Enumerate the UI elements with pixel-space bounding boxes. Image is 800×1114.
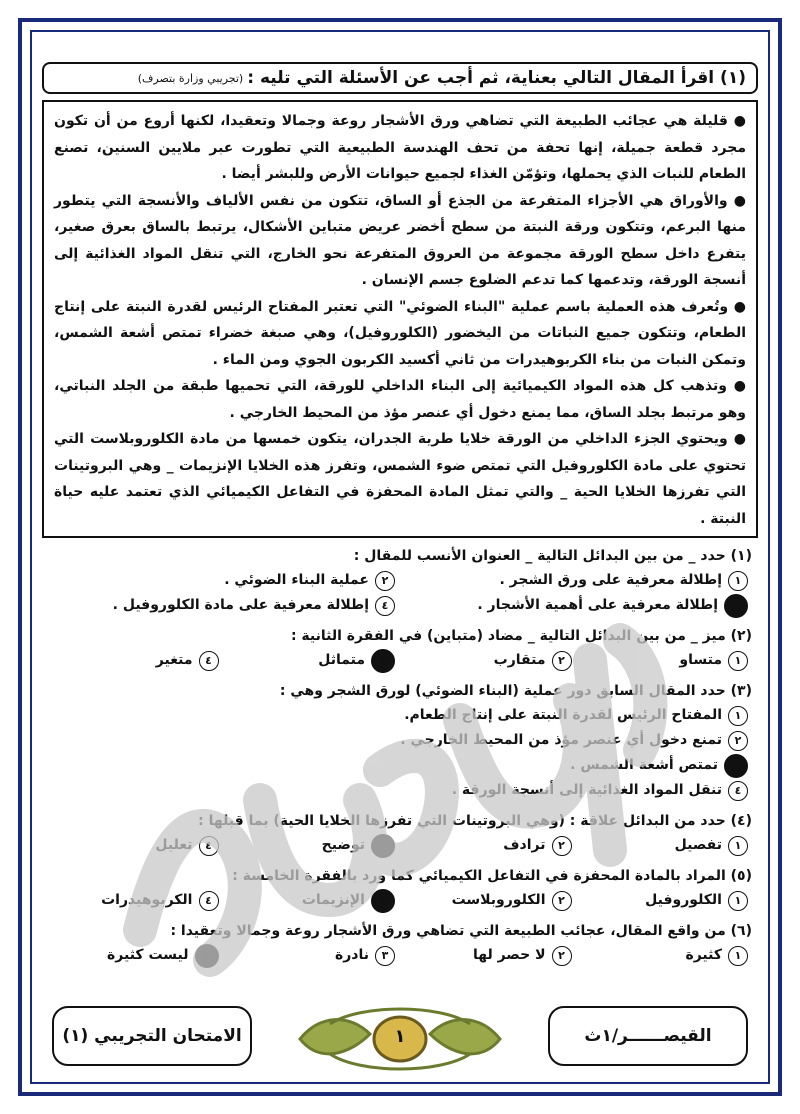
answer-option[interactable]: [42, 778, 748, 803]
question-block: [42, 864, 758, 913]
selected-answer-marker[interactable]: ٣: [724, 754, 748, 778]
footer-exam-label: الامتحان التجريبي (١): [52, 1006, 252, 1066]
options-group: [42, 833, 758, 858]
option-label: متغير: [155, 652, 193, 668]
article-paragraph: ● ويحتوي الجزء الداخلي من الورقة خلايا طرية الجدران، يتكون خمسها من مادة الكلوروبلاست التي تحتوي على مادة الكلوروفيل التي تمتص ضوء الشمس، وتفرز هذه الخلايا الإنزيمات _ وهي البروتينات التي تفرزها الخلايا الحية _ والتي تمثل المادة المحفزة في التفاعل الكيميائي الذي تعتمد عليه حياة النبتة .: [54, 431, 746, 527]
options-group: [42, 703, 758, 803]
answer-option[interactable]: [42, 753, 748, 778]
answer-option[interactable]: [395, 833, 572, 858]
answer-option[interactable]: [42, 833, 219, 858]
option-label: الكربوهيدرات: [101, 892, 193, 908]
question-text: (٣) حدد المقال السابق دور عملية (البناء الضوئي) لورق الشجر وهي :: [279, 683, 752, 699]
answer-option[interactable]: [395, 593, 748, 618]
answer-option[interactable]: [42, 568, 395, 593]
options-group: [42, 648, 758, 673]
option-number[interactable]: ٢: [552, 891, 572, 911]
answer-option[interactable]: [42, 888, 219, 913]
article-box: [42, 100, 758, 538]
option-label: متساو: [679, 652, 722, 668]
option-label: لا حصر لها: [472, 947, 546, 963]
option-label: إطلالة معرفية على مادة الكلوروفيل .: [112, 597, 369, 613]
option-number[interactable]: ٢: [728, 731, 748, 751]
question-block: [42, 544, 758, 618]
option-number[interactable]: ٣: [375, 946, 395, 966]
answer-option[interactable]: [395, 648, 572, 673]
option-label: الإنزيمات: [301, 892, 365, 908]
option-label: تفصيل: [674, 837, 722, 853]
options-group: [42, 888, 758, 913]
answer-option[interactable]: [395, 943, 572, 968]
question-text: (٦) من واقع المقال، عجائب الطبيعة التي تضاهي ورق الأشجار روعة وجمالا وتعقيدا :: [170, 923, 752, 939]
option-label: ترادف: [503, 837, 546, 853]
answer-option[interactable]: [572, 648, 749, 673]
answer-option[interactable]: [42, 593, 395, 618]
option-label: الكلوروبلاست: [451, 892, 546, 908]
answer-option[interactable]: [42, 648, 219, 673]
option-number[interactable]: ٢: [552, 651, 572, 671]
answer-option[interactable]: [219, 833, 396, 858]
page-footer: [52, 1004, 748, 1076]
selected-answer-marker[interactable]: ٣: [724, 594, 748, 618]
option-label: توضيح: [321, 837, 365, 853]
option-label: تمنع دخول أي عنصر مؤذ من المحيط الخارجي .: [400, 732, 722, 748]
answer-option[interactable]: [219, 648, 396, 673]
option-number[interactable]: ١: [728, 706, 748, 726]
option-number[interactable]: ٤: [199, 891, 219, 911]
question-text: (١) حدد _ من بين البدائل التالية _ العنوان الأنسب للمقال :: [353, 548, 752, 564]
option-label: عملية البناء الضوئي .: [224, 572, 369, 588]
option-label: كثيرة: [685, 947, 722, 963]
footer-author-label: القيصــــــر/١ث: [548, 1006, 748, 1066]
answer-option[interactable]: [42, 703, 748, 728]
page-number: ١: [394, 1026, 406, 1047]
option-label: الكلوروفيل: [645, 892, 722, 908]
answer-option[interactable]: [572, 943, 749, 968]
answer-option[interactable]: [395, 888, 572, 913]
article-paragraph: ● وتذهب كل هذه المواد الكيميائية إلى البناء الداخلي للورقة، التي تحميها طبقة من الجلد النباتي، وهو مرتبط بجلد الساق، مما يمنع دخول أي عنصر مؤذ من المحيط الخارجي .: [54, 378, 746, 421]
option-number[interactable]: ١: [728, 946, 748, 966]
question-block: [42, 809, 758, 858]
answer-option[interactable]: [42, 728, 748, 753]
option-number[interactable]: ١: [728, 651, 748, 671]
answer-option[interactable]: [572, 833, 749, 858]
answer-option[interactable]: [219, 888, 396, 913]
selected-answer-marker[interactable]: ٣: [371, 889, 395, 913]
article-paragraph: ● قليلة هي عجائب الطبيعة التي تضاهي ورق الأشجار روعة وجمالا وتعقيدا، لكنها أروع من أن تكون مجرد قطعة جميلة، إنها تحفة من تحف الهندسة الطبيعية التي تطورت عبر ملايين السنين، تصنع الطعام للنبات الذي يحملها، وتؤمّن الغذاء لجميع حيوانات الأرض وللبشر أيضا .: [54, 113, 746, 182]
question-text: (٢) ميز _ من بين البدائل التالية _ مضاد (متباين) في الفقرة الثانية :: [290, 628, 752, 644]
answer-option[interactable]: [395, 568, 748, 593]
question-text: (٥) المراد بالمادة المحفزة في التفاعل الكيميائي كما ورد بالفقرة الخامسة :: [232, 868, 752, 884]
option-label: إطلالة معرفية على ورق الشجر .: [499, 572, 722, 588]
option-number[interactable]: ٢: [552, 836, 572, 856]
answer-option[interactable]: [572, 888, 749, 913]
option-label: ليست كثيرة: [107, 947, 189, 963]
selected-answer-marker[interactable]: ٣: [371, 649, 395, 673]
option-number[interactable]: ١: [728, 836, 748, 856]
question-text: (٤) حدد من البدائل علاقة : (وهي البروتينات التي تفرزها الخلايا الحية) بما قبلها :: [198, 813, 752, 829]
option-label: تمتص أشعة الشمس .: [570, 757, 718, 773]
option-number[interactable]: ٤: [199, 651, 219, 671]
option-number[interactable]: ٤: [375, 596, 395, 616]
option-label: نادرة: [334, 947, 369, 963]
option-number[interactable]: ٢: [552, 946, 572, 966]
options-group: [42, 568, 758, 618]
option-number[interactable]: ٤: [728, 781, 748, 801]
question-block: [42, 919, 758, 968]
selected-answer-marker[interactable]: ٤: [195, 944, 219, 968]
option-number[interactable]: ١: [728, 571, 748, 591]
answer-option[interactable]: [219, 943, 396, 968]
selected-answer-marker[interactable]: ٣: [371, 834, 395, 858]
option-number[interactable]: ٤: [199, 836, 219, 856]
option-number[interactable]: ٢: [375, 571, 395, 591]
questions-list: [42, 544, 758, 968]
exam-content: [42, 62, 758, 968]
option-label: المفتاح الرئيس لقدرة النبتة على إنتاج الطعام.: [404, 707, 722, 723]
option-label: تعليل: [155, 837, 193, 853]
question-block: [42, 624, 758, 673]
section-title-box: [42, 62, 758, 94]
option-label: إطلالة معرفية على أهمية الأشجار .: [477, 597, 718, 613]
options-group: [42, 943, 758, 968]
article-paragraph: ● وتُعرف هذه العملية باسم عملية "البناء الضوئي" التي تعتبر المفتاح الرئيس لقدرة النبتة على إنتاج الطعام، وتتكون جميع النباتات من اليخضور (الكلوروفيل)، وهي صبغة خضراء تمتص أشعة الشمس، وتمكن النبات من بناء الكربوهيدرات من ثاني أكسيد الكربون الجوي ومن الماء .: [54, 298, 746, 368]
article-paragraph: ● والأوراق هي الأجزاء المتفرعة من الجذع أو الساق، تتكون من نفس الألياف والأنسجة التي يتطور منها البرعم، وتتكون ورقة النبتة من سطح أخضر عريض متباين الأشكال، يرتبط بالساق بعرق صغير، يتفرع داخل سطح الورقة مجموعة من العروق المتفرعة نحو الخارج، التي تنقل المواد الغذائية إلى أنسجة الورقة، وتدعمها كما تدعم الضلوع جسم الإنسان .: [54, 192, 746, 288]
answer-option[interactable]: [42, 943, 219, 968]
section-title: (١) اقرأ المقال التالي بعناية، ثم أجب عن الأسئلة التي تليه :: [247, 68, 746, 88]
option-label: متماثل: [318, 652, 365, 668]
option-label: تنقل المواد الغذائية إلى أنسجة الورقة .: [451, 782, 722, 798]
option-number[interactable]: ١: [728, 891, 748, 911]
option-label: متقارب: [493, 652, 546, 668]
section-title-note: (تجريبي وزارة بتصرف): [137, 71, 244, 85]
question-block: [42, 679, 758, 803]
